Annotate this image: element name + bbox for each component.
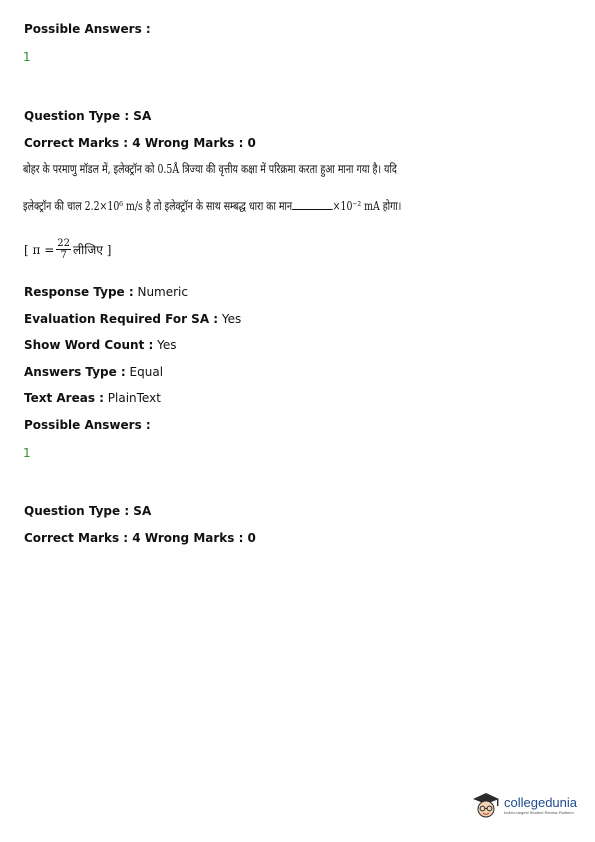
text-areas-label: Text Areas : [24,391,104,405]
pi-note-close: लीजिए ] [73,243,112,257]
response-type-label: Response Type : [24,285,134,299]
answer-value-top: 1 [23,50,31,64]
pi-fraction-numerator: 22 [57,238,70,249]
question-text-line-2 [23,197,401,214]
show-word-count-label: Show Word Count : [24,338,154,352]
answers-type-label: Answers Type : [24,365,126,379]
pi-fraction-denominator: 7 [60,250,67,261]
evaluation-required-row [24,312,241,326]
next-marks-line: Correct Marks : 4 Wrong Marks : 0 [24,531,256,545]
show-word-count-row [24,338,176,352]
possible-answers-label-top: Possible Answers : [24,22,151,36]
graduate-mascot-icon [470,790,502,822]
text-areas-row [24,391,161,405]
answer-value: 1 [23,446,31,460]
answers-type-value: Equal [125,365,164,379]
question-text-line-1: बोहर के परमाणु मॉडल में, इलेक्ट्रॉन को 0.5Å त्रिज्या की वृत्तीय कक्षा में परिक्रमा करता हुआ माना गया है। यदि [23,162,397,176]
pi-note [24,238,111,261]
response-type-value: Numeric [133,285,188,299]
evaluation-required-label: Evaluation Required For SA : [24,312,219,326]
show-word-count-value: Yes [153,338,177,352]
next-question-type: Question Type : SA [24,504,152,518]
question-text-line-2-start: इलेक्ट्रॉन की चाल 2.2×10⁶ m/s है तो इलेक्ट्रॉन के साथ सम्बद्ध धारा का मान [23,199,293,213]
question-text-line-2-end: ×10⁻² mA होगा। [332,199,402,213]
evaluation-required-value: Yes [218,312,242,326]
logo-name: collegedunia [504,795,578,810]
logo-tagline: India's largest Student Review Platform [504,810,574,815]
response-type-row [24,285,188,299]
possible-answers-label: Possible Answers : [24,418,151,432]
answers-type-row [24,365,163,379]
text-areas-value: PlainText [103,391,161,405]
collegedunia-logo [470,788,588,824]
pi-fraction [56,238,71,261]
pi-note-open: [ π = [24,242,55,257]
marks-line: Correct Marks : 4 Wrong Marks : 0 [24,136,256,150]
answer-blank [292,199,333,210]
question-type: Question Type : SA [24,109,152,123]
logo-text [504,796,577,816]
